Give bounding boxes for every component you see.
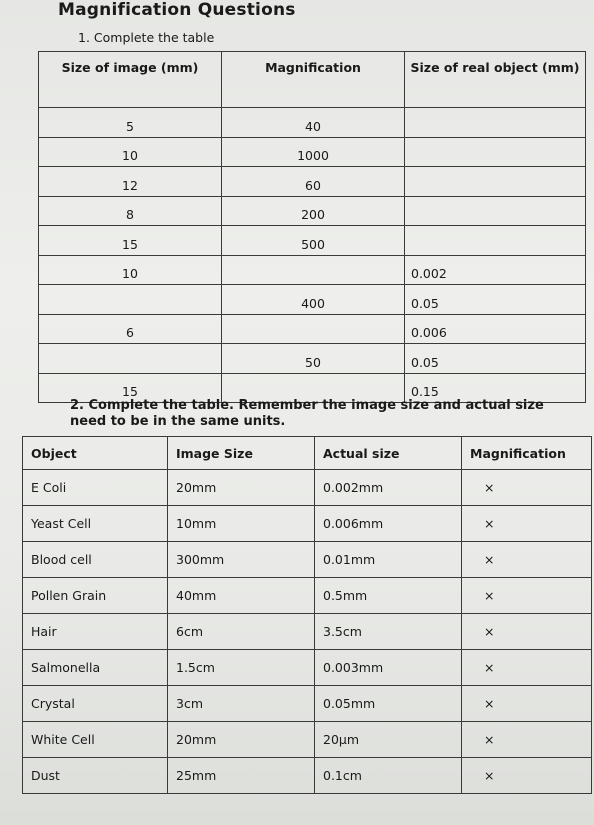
table-cell: 0.1cm <box>315 758 462 794</box>
table-cell: 0.01mm <box>315 542 462 578</box>
table-row <box>23 506 592 542</box>
question-2-heading: 2. Complete the table. Remember the image size and actual size need to be in the same units. <box>70 398 544 429</box>
table-cell: 0.002mm <box>315 470 462 506</box>
table-row <box>39 314 586 344</box>
table-cell: 12 <box>39 167 222 197</box>
table-cell: × <box>462 650 592 686</box>
table-header-row <box>23 437 592 470</box>
table-row <box>23 542 592 578</box>
page-title: Magnification Questions <box>58 0 296 20</box>
table-cell: 0.5mm <box>315 578 462 614</box>
table-cell: × <box>462 470 592 506</box>
table-cell <box>405 167 586 197</box>
table-row <box>39 285 586 315</box>
table-cell: Hair <box>23 614 168 650</box>
table-cell: Pollen Grain <box>23 578 168 614</box>
table-cell: 10 <box>39 255 222 285</box>
table-cell: 60 <box>222 167 405 197</box>
table-cell: × <box>462 722 592 758</box>
table-cell <box>39 285 222 315</box>
table-cell: 300mm <box>168 542 315 578</box>
table-row <box>39 344 586 374</box>
table-cell: E Coli <box>23 470 168 506</box>
table-row <box>39 196 586 226</box>
table-cell: 5 <box>39 108 222 138</box>
table-cell: 0.05mm <box>315 686 462 722</box>
table-cell: 3cm <box>168 686 315 722</box>
magnification-table-2 <box>22 436 592 794</box>
column-header: Size of real object (mm) <box>405 52 586 108</box>
table-cell: × <box>462 542 592 578</box>
table-cell: 20mm <box>168 722 315 758</box>
table-cell: × <box>462 614 592 650</box>
table-row <box>23 650 592 686</box>
table-cell: 8 <box>39 196 222 226</box>
table-cell: Blood cell <box>23 542 168 578</box>
table-cell: 15 <box>39 226 222 256</box>
table-header-row <box>39 52 586 108</box>
table-cell: 0.006mm <box>315 506 462 542</box>
table-cell: × <box>462 506 592 542</box>
table-row <box>23 722 592 758</box>
table-cell: 15 <box>39 373 222 403</box>
table-cell <box>405 226 586 256</box>
table-row <box>39 137 586 167</box>
table-cell: × <box>462 578 592 614</box>
column-header: Magnification <box>462 437 592 470</box>
table-row <box>39 255 586 285</box>
table-cell: 1.5cm <box>168 650 315 686</box>
table-cell: 0.05 <box>405 344 586 374</box>
table-cell: Crystal <box>23 686 168 722</box>
table-cell: 20µm <box>315 722 462 758</box>
table-row <box>23 758 592 794</box>
table-cell: × <box>462 686 592 722</box>
table-cell: Yeast Cell <box>23 506 168 542</box>
table-row <box>23 686 592 722</box>
table-cell: 6cm <box>168 614 315 650</box>
table-cell: 50 <box>222 344 405 374</box>
table-cell: 400 <box>222 285 405 315</box>
table-cell: 200 <box>222 196 405 226</box>
table-cell: × <box>462 758 592 794</box>
column-header: Image Size <box>168 437 315 470</box>
table-cell: 40mm <box>168 578 315 614</box>
table-cell: 10 <box>39 137 222 167</box>
table-cell: 40 <box>222 108 405 138</box>
table-cell: 25mm <box>168 758 315 794</box>
table-cell: 0.003mm <box>315 650 462 686</box>
table-row <box>23 578 592 614</box>
column-header: Actual size <box>315 437 462 470</box>
table-cell: 0.05 <box>405 285 586 315</box>
table-cell <box>405 196 586 226</box>
table-cell: 500 <box>222 226 405 256</box>
table-row <box>39 226 586 256</box>
table-cell: 0.002 <box>405 255 586 285</box>
column-header: Magnification <box>222 52 405 108</box>
table-cell <box>222 314 405 344</box>
table-cell: White Cell <box>23 722 168 758</box>
column-header: Object <box>23 437 168 470</box>
table-row <box>39 108 586 138</box>
table-cell: 20mm <box>168 470 315 506</box>
column-header: Size of image (mm) <box>39 52 222 108</box>
table-row <box>23 614 592 650</box>
table-cell: Salmonella <box>23 650 168 686</box>
table-cell: 1000 <box>222 137 405 167</box>
table-cell: 3.5cm <box>315 614 462 650</box>
table-cell <box>222 255 405 285</box>
table-cell: 0.006 <box>405 314 586 344</box>
table-cell <box>39 344 222 374</box>
table-cell: 10mm <box>168 506 315 542</box>
magnification-table-1 <box>38 51 586 403</box>
table-cell: 0.15 <box>405 373 586 403</box>
table-cell <box>405 137 586 167</box>
table-cell: 6 <box>39 314 222 344</box>
table-row <box>23 470 592 506</box>
question-1-heading: 1. Complete the table <box>78 30 215 45</box>
table-cell: Dust <box>23 758 168 794</box>
table-row <box>39 167 586 197</box>
table-cell <box>405 108 586 138</box>
